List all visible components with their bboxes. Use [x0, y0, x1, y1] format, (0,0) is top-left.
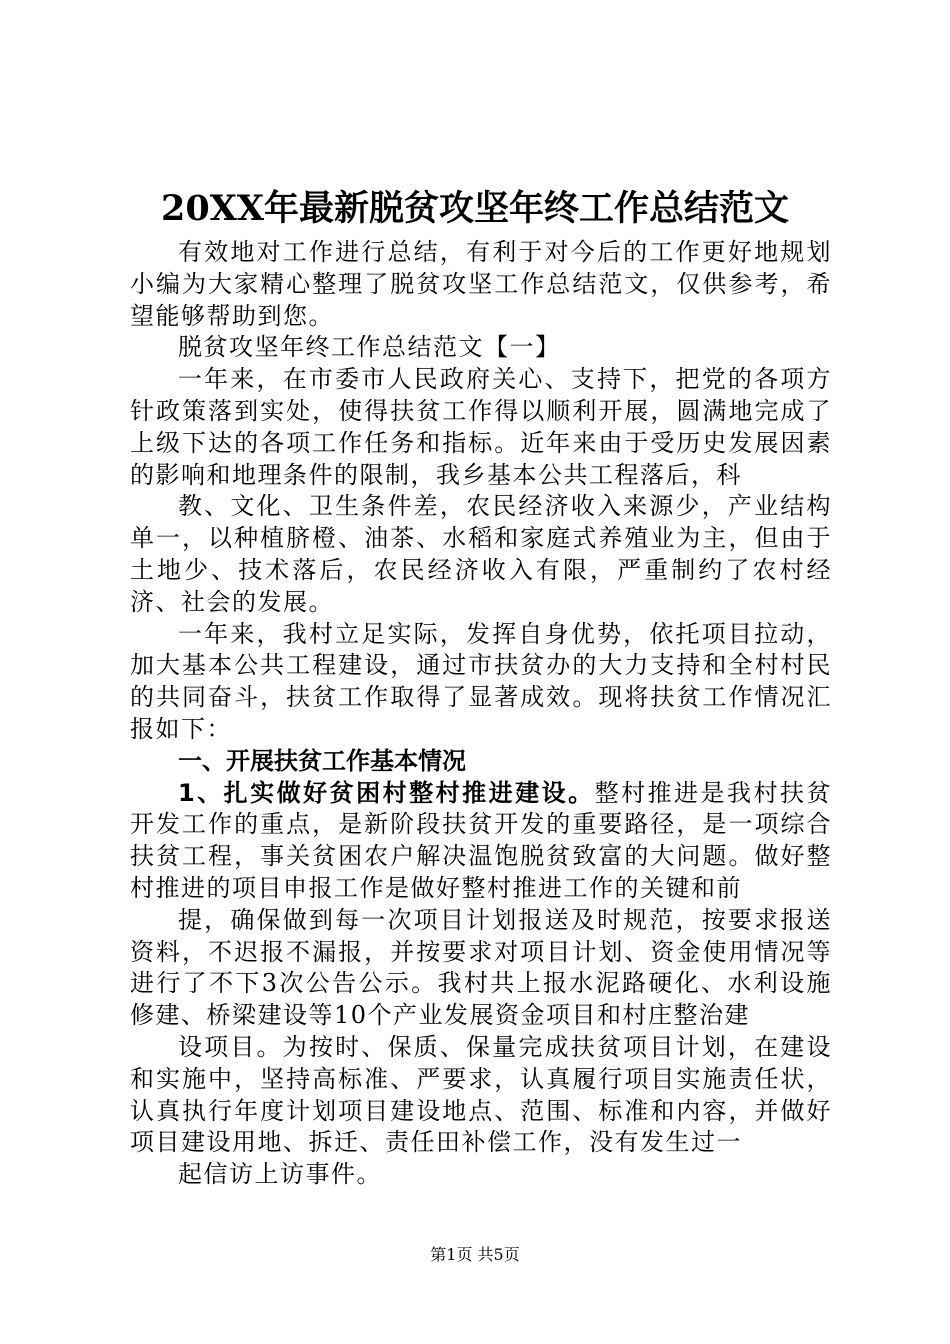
- item-1-lead: 1、扎实做好贫困村整村推进建设。: [178, 778, 595, 807]
- paragraph-closing: 起信访上访事件。: [178, 1160, 382, 1189]
- document-title: 20XX年最新脱贫攻坚年终工作总结范文: [160, 188, 790, 229]
- item-1-text: 整村推进是我村扶贫开发工作的重点，是新阶段扶贫开发的重要路径，是一项综合扶贫工程，事关贫困农户解决温饱脱贫致富的大问题。做好整村推进的项目申报工作是做好整村推进工作的关键和前: [130, 778, 833, 902]
- paragraph-reporting: 提，确保做到每一次项目计划报送及时规范，按要求报送资料，不迟报不漏报，并按要求对项目计划、资金使用情况等进行了不下3次公告公示。我村共上报水泥路硬化、水利设施修建、桥梁建设等10个产业发展资金项目和村庄整治建: [130, 905, 832, 1030]
- paragraph-item-1: [130, 778, 832, 905]
- paragraph-overview: 一年来，在市委市人民政府关心、支持下，把党的各项方针政策落到实处，使得扶贫工作得以顺利开展，圆满地完成了上级下达的各项工作任务和指标。近年来由于受历史发展因素的影响和地理条件的限制，我乡基本公共工程落后，科: [130, 365, 832, 489]
- document-body: [130, 237, 832, 1191]
- paragraph-conditions: 教、文化、卫生条件差，农民经济收入来源少，产业结构单一，以种植脐橙、油茶、水稻和家庭式养殖业为主，但由于土地少、技术落后，农民经济收入有限，严重制约了农村经济、社会的发展。: [130, 492, 832, 616]
- page-indicator: 第1页 共5页: [430, 1245, 520, 1264]
- paragraph-section-label: 脱贫攻坚年终工作总结范文【一】: [178, 333, 561, 362]
- section-heading: 一、开展扶贫工作基本情况: [178, 746, 466, 775]
- paragraph-intro: 有效地对工作进行总结，有利于对今后的工作更好地规划小编为大家精心整理了脱贫攻坚工作总结范文，仅供参考，希望能够帮助到您。: [130, 238, 832, 330]
- paragraph-implementation: 设项目。为按时、保质、保量完成扶贫项目计划，在建设和实施中，坚持高标准、严要求，认真履行项目实施责任状，认真执行年度计划项目建设地点、范围、标准和内容，并做好项目建设用地、拆迁、责任田补偿工作，没有发生过一: [130, 1032, 832, 1157]
- paragraph-achievements: 一年来，我村立足实际，发挥自身优势，依托项目拉动，加大基本公共工程建设，通过市扶贫办的大力支持和全村村民的共同奋斗，扶贫工作取得了显著成效。现将扶贫工作情况汇报如下：: [130, 619, 832, 743]
